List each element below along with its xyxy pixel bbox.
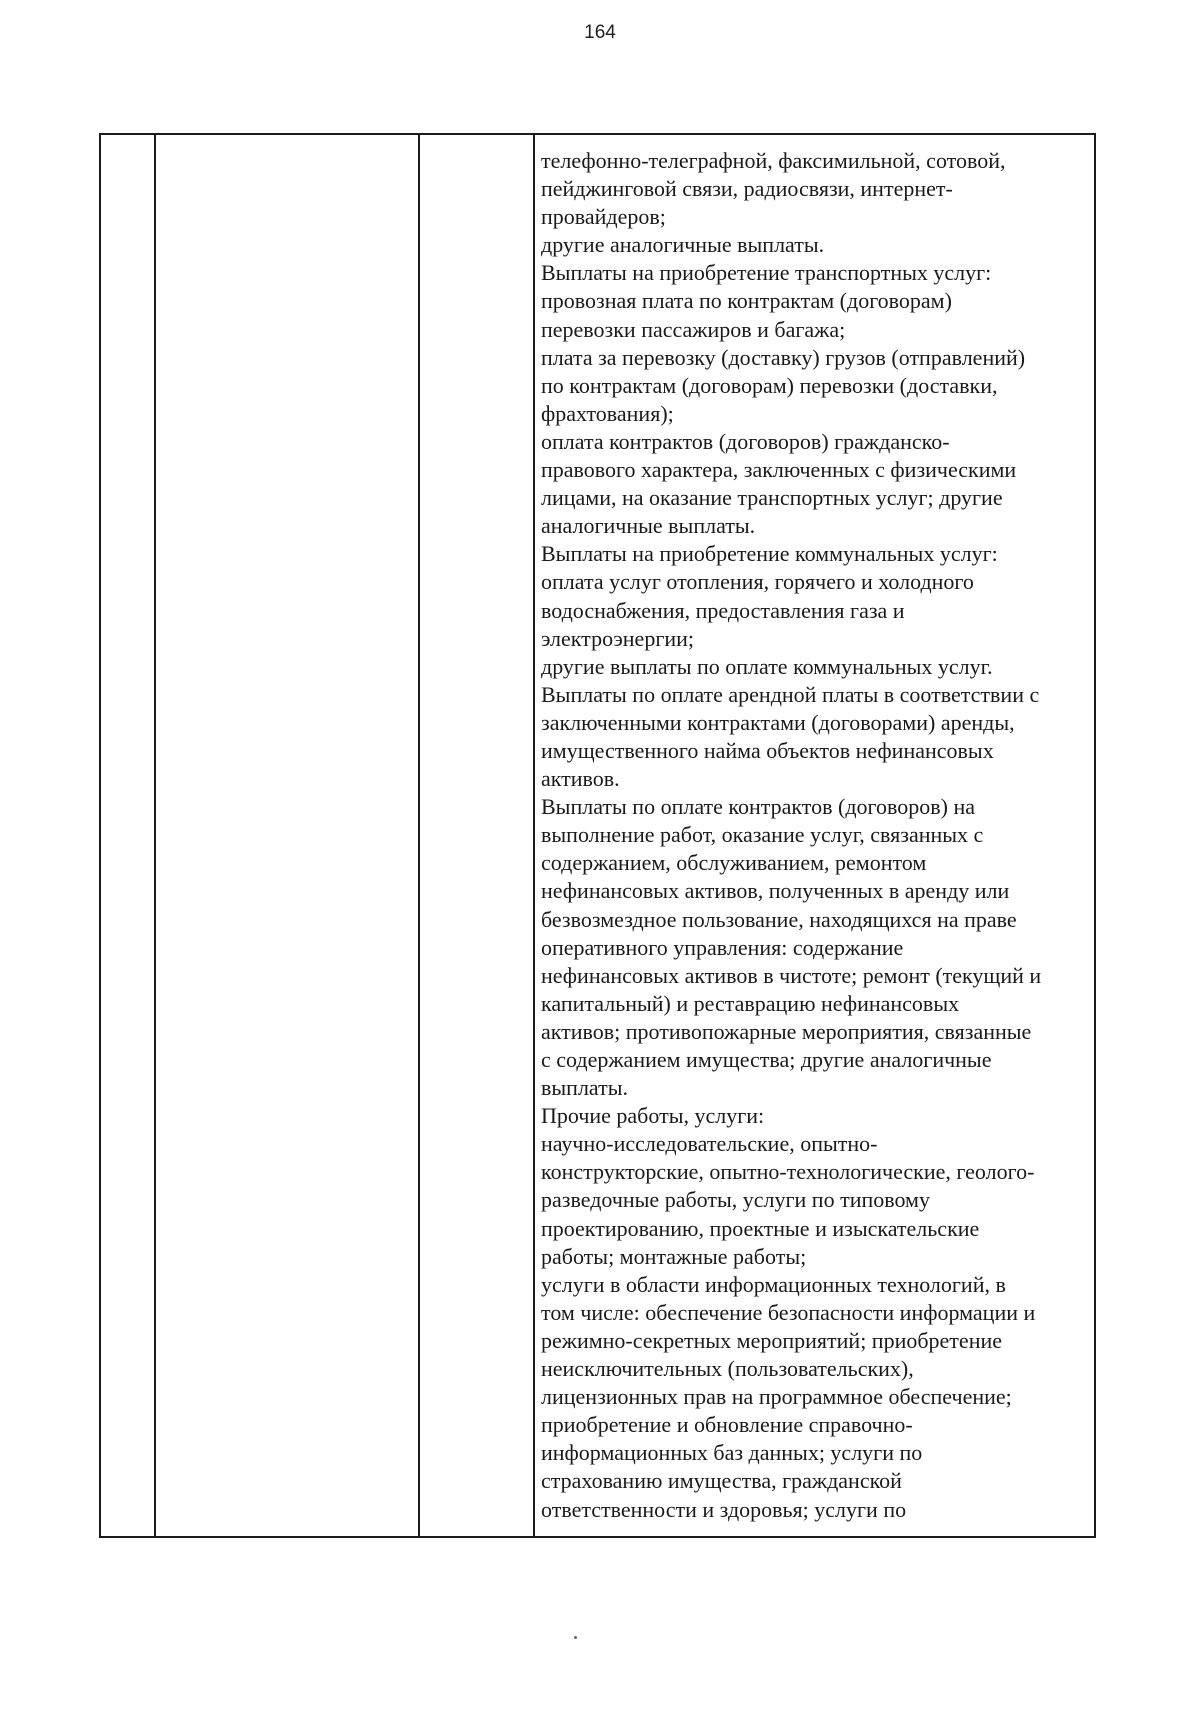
description-line: работы; монтажные работы; <box>541 1243 807 1269</box>
description-line: активов. <box>541 766 620 792</box>
description-line: информационных баз данных; услуги по <box>541 1440 923 1466</box>
description-line: электроэнергии; <box>541 625 695 651</box>
description-line: нефинансовых активов, полученных в аренду или <box>541 878 1010 904</box>
description-line: безвозмездное пользование, находящихся на праве <box>541 906 1017 932</box>
description-line: другие аналогичные выплаты. <box>541 232 825 258</box>
description-line: провозная плата по контрактам (договорам) <box>541 288 952 314</box>
description-line: Прочие работы, услуги: <box>541 1103 765 1129</box>
document-table <box>99 133 1096 1538</box>
description-line: режимно-секретных мероприятий; приобретение <box>541 1327 1003 1353</box>
description-line: другие выплаты по оплате коммунальных услуг. <box>541 653 993 679</box>
description-line: Выплаты на приобретение транспортных услуг: <box>541 260 992 286</box>
description-line: Выплаты по оплате контрактов (договоров) на <box>541 794 975 820</box>
description-line: капитальный) и реставрацию нефинансовых <box>541 990 960 1016</box>
description-line: заключенными контрактами (договорами) аренды, <box>541 709 1015 735</box>
description-line: водоснабжения, предоставления газа и <box>541 597 905 623</box>
description-line: страхованию имущества, гражданской <box>541 1468 902 1494</box>
description-line: Выплаты по оплате арендной платы в соответствии с <box>541 681 1040 707</box>
description-line: оплата контрактов (договоров) гражданско- <box>541 428 950 454</box>
description-line: имущественного найма объектов нефинансовых <box>541 737 994 763</box>
description-line: плата за перевозку (доставку) грузов (отправлений) <box>541 344 1026 370</box>
table-cell-col1 <box>101 135 154 1536</box>
description-line: выплаты. <box>541 1075 629 1101</box>
description-line: провайдеров; <box>541 204 666 230</box>
description-line: неисключительных (пользовательских), <box>541 1356 914 1382</box>
description-line: разведочные работы, услуги по типовому <box>541 1187 930 1213</box>
description-line: лицензионных прав на программное обеспечение; <box>541 1384 1012 1410</box>
table-cell-col3 <box>420 135 533 1536</box>
description-line: содержанием, обслуживанием, ремонтом <box>541 850 927 876</box>
description-line: правового характера, заключенных с физическими <box>541 457 1017 483</box>
description-line: услуги в области информационных технологий, в <box>541 1271 1006 1297</box>
description-line: телефонно-телеграфной, факсимильной, сотовой, <box>541 148 1006 173</box>
description-line: с содержанием имущества; другие аналогичные <box>541 1047 992 1072</box>
description-line: оплата услуг отопления, горячего и холодного <box>541 569 974 595</box>
description-line: активов; противопожарные мероприятия, связанные <box>541 1018 1032 1044</box>
description-line: том числе: обеспечение безопасности информации и <box>541 1299 1036 1325</box>
scan-speck <box>574 1636 577 1639</box>
description-line: проектированию, проектные и изыскательские <box>541 1215 980 1241</box>
description-line: перевозки пассажиров и багажа; <box>541 316 846 342</box>
description-line: приобретение и обновление справочно- <box>541 1412 913 1438</box>
table-cell-col2 <box>156 135 418 1536</box>
description-line: аналогичные выплаты. <box>541 513 756 539</box>
description-line: фрахтования); <box>541 400 674 426</box>
description-line: пейджинговой связи, радиосвязи, интернет- <box>541 176 953 202</box>
description-line: Выплаты на приобретение коммунальных услуг: <box>541 541 998 567</box>
description-line: научно-исследовательские, опытно- <box>541 1131 878 1157</box>
description-line: оперативного управления: содержание <box>541 934 904 960</box>
description-line: по контрактам (договорам) перевозки (доставки, <box>541 372 998 398</box>
page-number: 164 <box>584 22 616 43</box>
description-line: выполнение работ, оказание услуг, связанных с <box>541 822 984 848</box>
description-line: лицами, на оказание транспортных услуг; другие <box>541 485 1003 511</box>
description-line: нефинансовых активов в чистоте; ремонт (текущий и <box>541 962 1042 988</box>
description-line: конструкторские, опытно-технологические, геолого- <box>541 1159 1035 1185</box>
table-cell-description <box>535 135 1094 1536</box>
description-line: ответственности и здоровья; услуги по <box>541 1496 907 1522</box>
